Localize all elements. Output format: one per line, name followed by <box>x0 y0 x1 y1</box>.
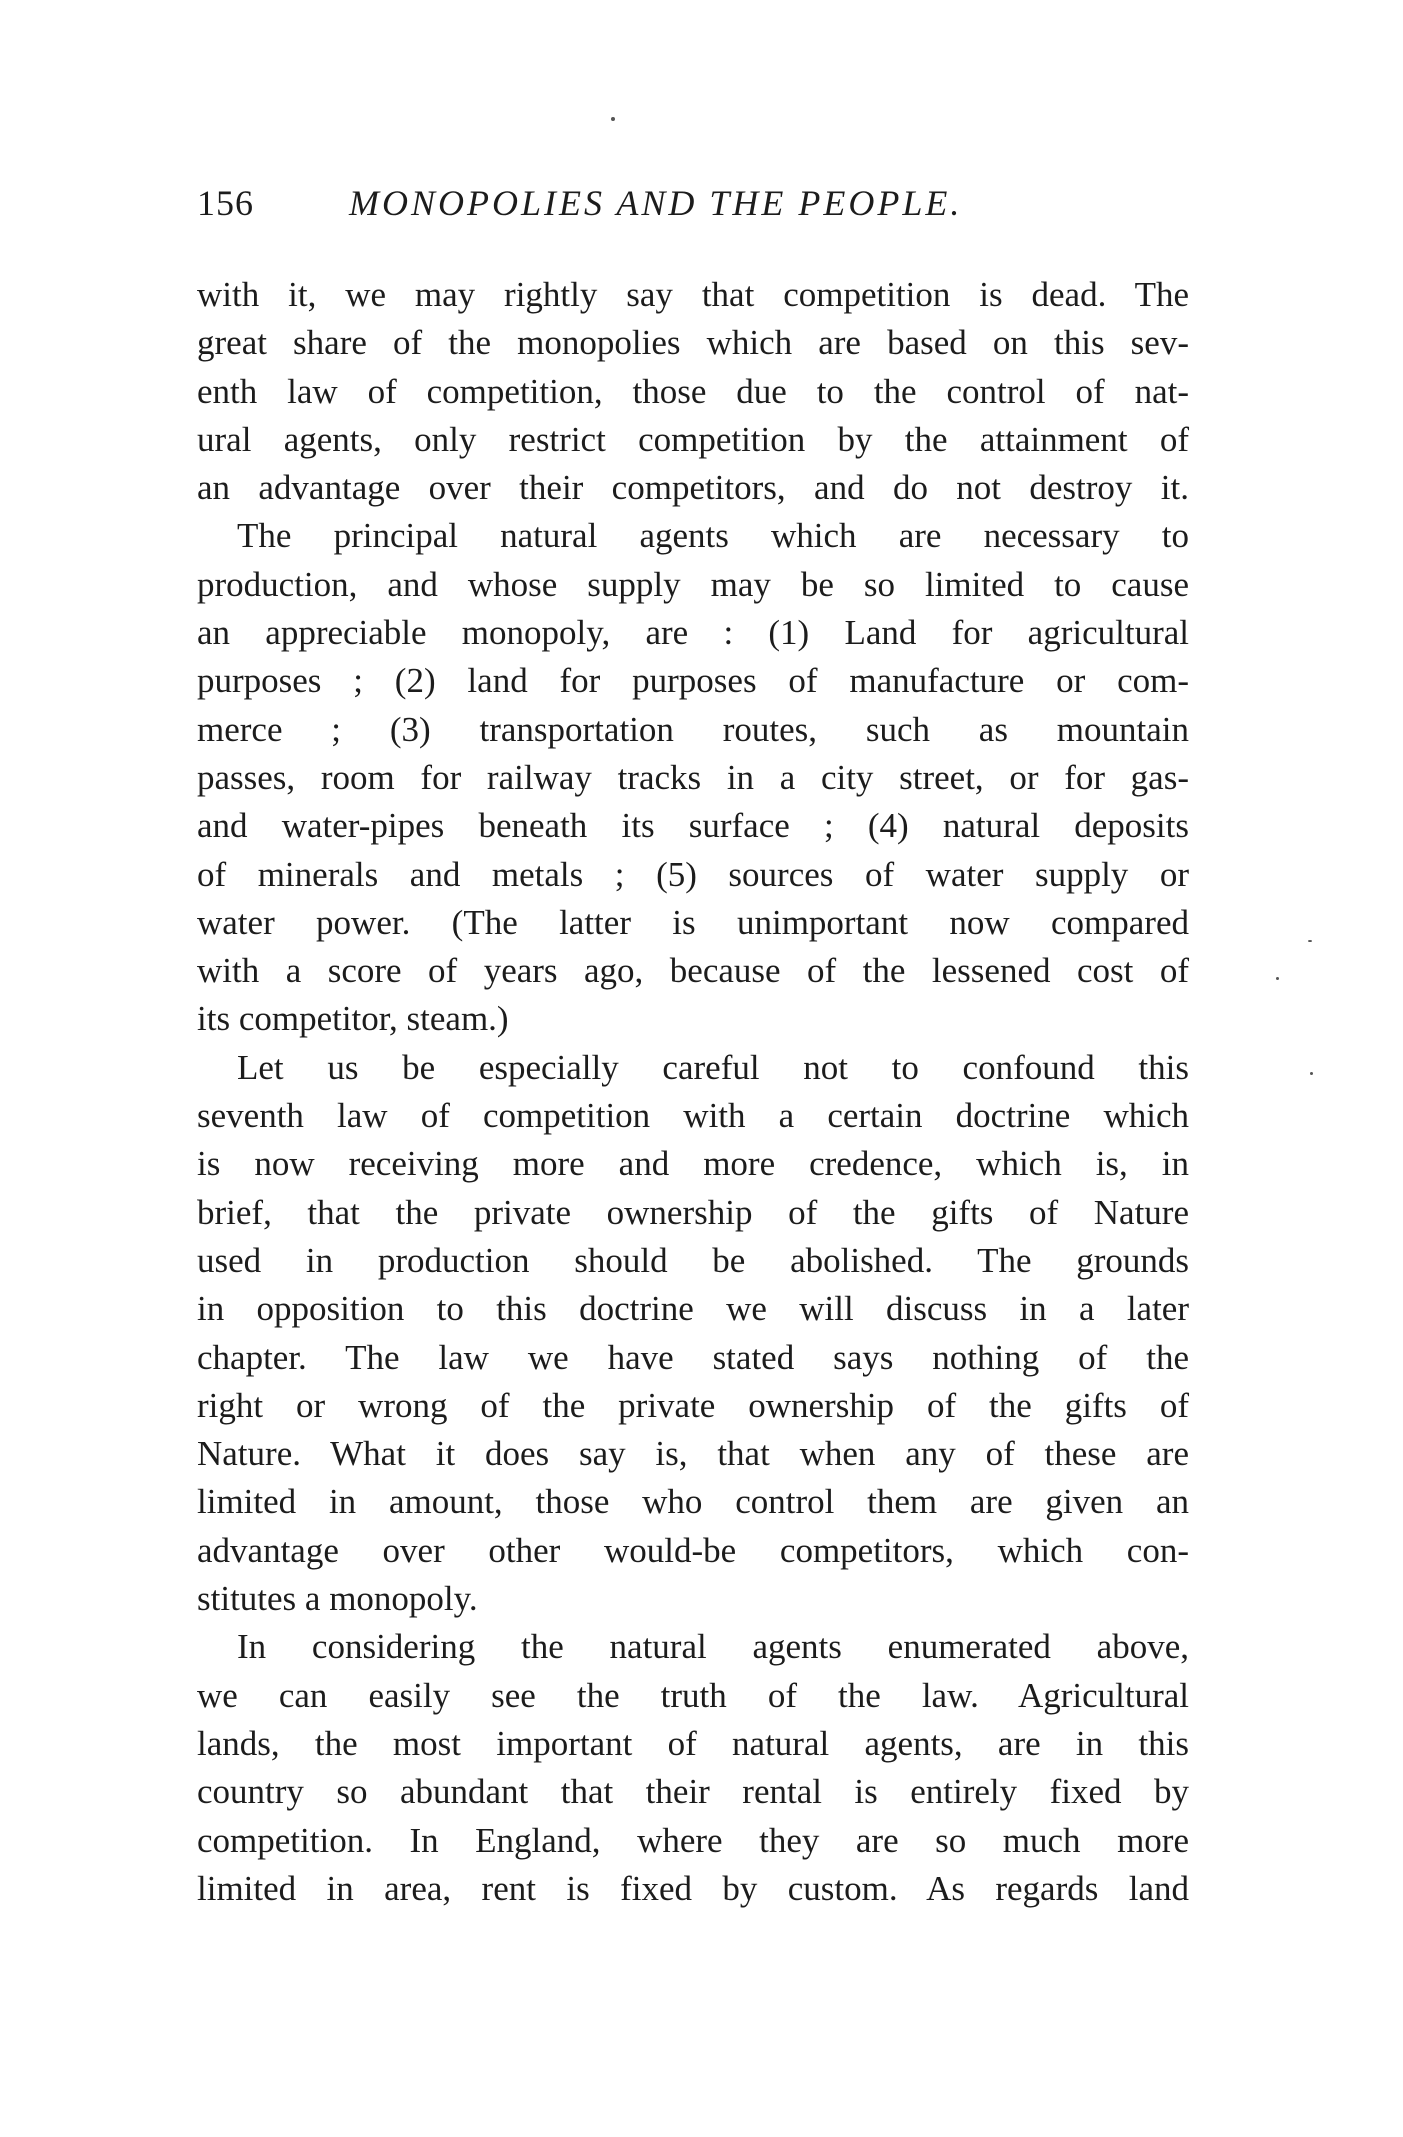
paper-speck <box>1276 977 1279 980</box>
text-line: right or wrong of the private ownership of the gifts of <box>197 1385 1189 1425</box>
paper-speck <box>1308 940 1312 942</box>
text-line: an advantage over their competitors, and do not destroy it. <box>197 468 1189 508</box>
text-line: we can easily see the truth of the law. Agricultural <box>197 1675 1189 1715</box>
paragraph <box>197 1623 1189 1913</box>
text-line: stitutes a monopoly. <box>197 1579 478 1619</box>
paragraph <box>197 1044 1189 1624</box>
text-line: with a score of years ago, because of the lessened cost of <box>197 951 1189 991</box>
text-line: lands, the most important of natural agents, are in this <box>197 1723 1189 1763</box>
text-line: merce ; (3) transportation routes, such as mountain <box>197 709 1189 749</box>
page-number: 156 <box>197 183 254 223</box>
text-line: brief, that the private ownership of the gifts of Nature <box>197 1192 1189 1232</box>
text-line: enth law of competition, those due to the control of nat- <box>197 371 1189 411</box>
text-line: in opposition to this doctrine we will discuss in a later <box>197 1289 1189 1329</box>
text-line: great share of the monopolies which are based on this sev- <box>197 323 1189 363</box>
text-line: limited in amount, those who control them are given an <box>197 1482 1189 1522</box>
text-line: water power. (The latter is unimportant now compared <box>197 902 1189 942</box>
text-line: country so abundant that their rental is entirely fixed by <box>197 1772 1189 1812</box>
paragraph <box>197 271 1189 512</box>
running-title: MONOPOLIES AND THE PEOPLE. <box>349 183 963 223</box>
paragraph <box>197 512 1189 1043</box>
paper-speck <box>1310 1072 1313 1075</box>
text-line: with it, we may rightly say that competition is dead. The <box>197 275 1189 314</box>
text-line: production, and whose supply may be so limited to cause <box>197 564 1189 604</box>
text-line: and water-pipes beneath its surface ; (4) natural deposits <box>197 806 1189 846</box>
text-line: In considering the natural agents enumerated above, <box>237 1627 1189 1667</box>
text-line: of minerals and metals ; (5) sources of water supply or <box>197 854 1189 894</box>
text-line: an appreciable monopoly, are : (1) Land for agricultural <box>197 613 1189 653</box>
body-text <box>197 271 1189 1913</box>
text-line: passes, room for railway tracks in a city street, or for gas- <box>197 757 1189 797</box>
text-line: competition. In England, where they are so much more <box>197 1820 1189 1860</box>
text-line: Let us be especially careful not to confound this <box>237 1047 1189 1087</box>
text-line: The principal natural agents which are necessary to <box>237 516 1189 556</box>
running-head <box>197 178 1197 228</box>
text-line: ural agents, only restrict competition by the attainment of <box>197 419 1189 459</box>
text-line: limited in area, rent is fixed by custom. As regards land <box>197 1868 1189 1908</box>
text-line: advantage over other would-be competitors, which con- <box>197 1530 1189 1570</box>
text-line: used in production should be abolished. The grounds <box>197 1240 1189 1280</box>
paper-speck <box>611 117 615 121</box>
text-line: its competitor, steam.) <box>197 999 509 1039</box>
text-line: chapter. The law we have stated says nothing of the <box>197 1337 1189 1377</box>
text-line: is now receiving more and more credence, which is, in <box>197 1144 1189 1184</box>
text-line: Nature. What it does say is, that when any of these are <box>197 1434 1189 1474</box>
text-line: purposes ; (2) land for purposes of manufacture or com- <box>197 661 1189 701</box>
text-line: seventh law of competition with a certain doctrine which <box>197 1096 1189 1136</box>
